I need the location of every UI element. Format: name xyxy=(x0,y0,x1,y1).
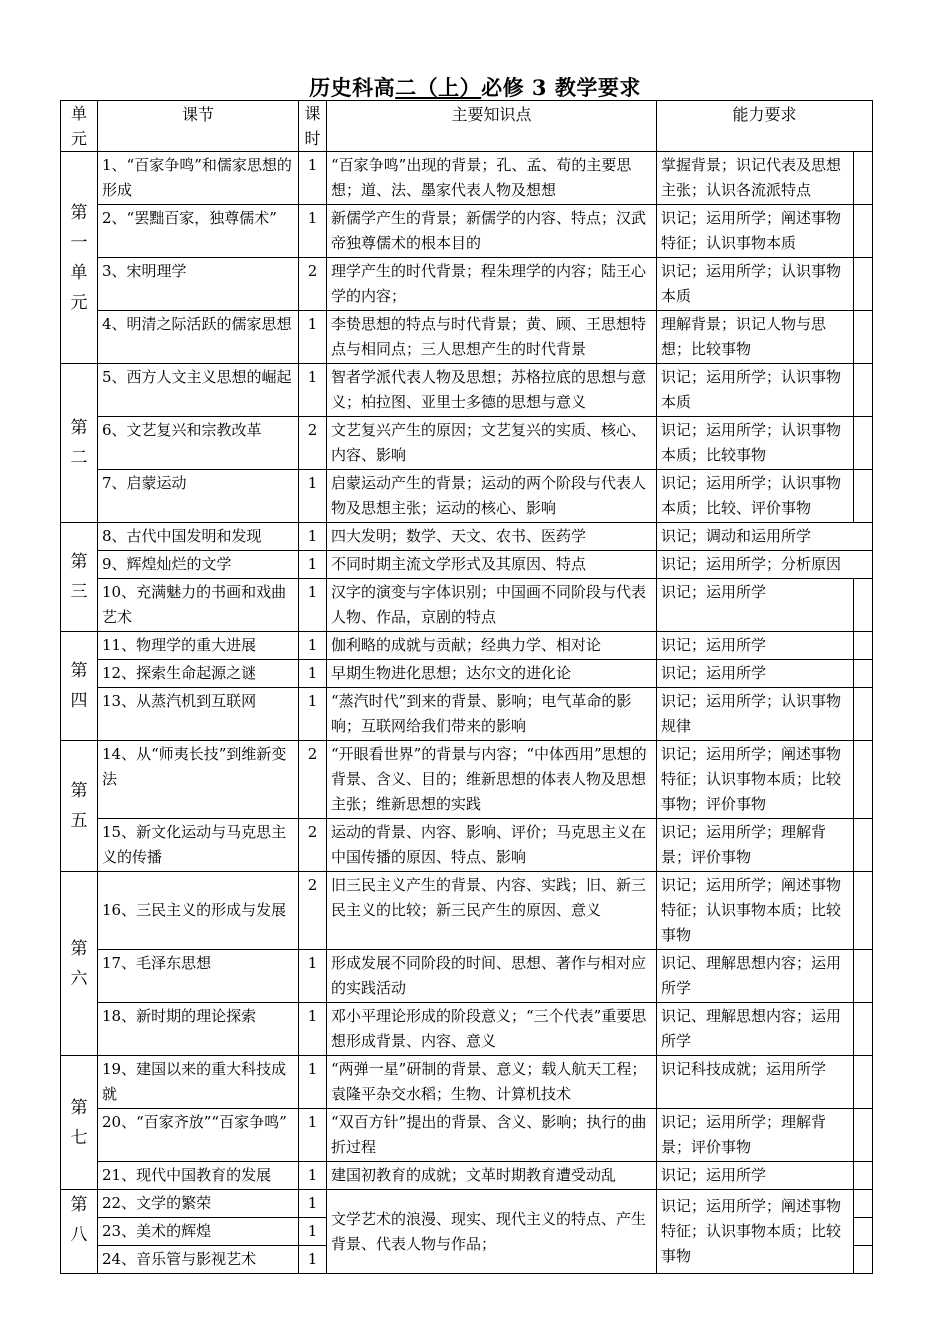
hours-cell: 1 xyxy=(299,311,327,364)
lesson-cell: 20、“百家齐放”“百家争鸣” xyxy=(98,1109,299,1162)
knowledge-cell: 智者学派代表人物及思想；苏格拉底的思想与意义；柏拉图、亚里士多德的思想与意义 xyxy=(327,364,657,417)
knowledge-cell: 文艺复兴产生的原因；文艺复兴的实质、核心、内容、影响 xyxy=(327,417,657,470)
lesson-cell: 12、探索生命起源之谜 xyxy=(98,660,299,688)
hours-cell: 1 xyxy=(299,632,327,660)
knowledge-cell: 文学艺术的浪漫、现实、现代主义的特点、产生背景、代表人物与作品； xyxy=(327,1190,657,1274)
knowledge-cell: “开眼看世界”的背景与内容；“中体西用”思想的背景、含义、目的；维新思想的体表人物及思想主张；维新思想的实践 xyxy=(327,741,657,819)
table-row xyxy=(61,819,873,872)
knowledge-cell: 邓小平理论形成的阶段意义；“三个代表”重要思想形成背景、内容、意义 xyxy=(327,1003,657,1056)
lesson-cell: 2、“罢黜百家，独尊儒术” xyxy=(98,205,299,258)
ability-cell: 识记；运用所学 xyxy=(657,632,854,660)
blank-cell xyxy=(854,311,873,364)
hours-cell: 1 xyxy=(299,660,327,688)
ability-cell: 理解背景；识记人物与思想；比较事物 xyxy=(657,311,854,364)
lesson-cell: 24、音乐管与影视艺术 xyxy=(98,1246,299,1274)
lesson-cell: 5、西方人文主义思想的崛起 xyxy=(98,364,299,417)
blank-cell xyxy=(854,819,873,872)
knowledge-cell: 汉字的演变与字体识别；中国画不同阶段与代表人物、作品，京剧的特点 xyxy=(327,579,657,632)
ability-cell: 识记；运用所学；分析原因 xyxy=(657,551,873,579)
page-title: 历史科高二（上）必修 3 教学要求 xyxy=(309,75,641,100)
hours-cell: 1 xyxy=(299,364,327,417)
table-row xyxy=(61,632,873,660)
ability-cell: 识记；运用所学；理解背景；评价事物 xyxy=(657,819,854,872)
ability-cell: 识记、理解思想内容；运用所学 xyxy=(657,1003,854,1056)
blank-cell xyxy=(854,205,873,258)
knowledge-cell: 旧三民主义产生的背景、内容、实践；旧、新三民主义的比较；新三民产生的原因、意义 xyxy=(327,872,657,950)
table-row xyxy=(61,950,873,1003)
hours-cell: 1 xyxy=(299,1190,327,1218)
header-row xyxy=(61,101,873,152)
table-row xyxy=(61,1056,873,1109)
table-row xyxy=(61,1109,873,1162)
requirements-table xyxy=(60,100,873,1274)
hours-cell: 1 xyxy=(299,950,327,1003)
lesson-cell: 13、从蒸汽机到互联网 xyxy=(98,688,299,741)
lesson-cell: 6、文艺复兴和宗教改革 xyxy=(98,417,299,470)
hours-cell: 1 xyxy=(299,688,327,741)
blank-cell xyxy=(854,258,873,311)
table-row xyxy=(61,1162,873,1190)
table-row xyxy=(61,152,873,205)
hours-cell: 2 xyxy=(299,417,327,470)
table-row xyxy=(61,311,873,364)
hours-cell: 2 xyxy=(299,258,327,311)
lesson-cell: 11、物理学的重大进展 xyxy=(98,632,299,660)
hours-cell: 1 xyxy=(299,551,327,579)
unit-label: 第六 xyxy=(61,872,98,1056)
hours-cell: 2 xyxy=(299,872,327,950)
table-row xyxy=(61,205,873,258)
lesson-cell: 10、充满魅力的书画和戏曲艺术 xyxy=(98,579,299,632)
table-row xyxy=(61,688,873,741)
knowledge-cell: “两弹一星”研制的背景、意义；载人航天工程；袁隆平杂交水稻；生物、计算机技术 xyxy=(327,1056,657,1109)
knowledge-cell: 四大发明；数学、天文、农书、医药学 xyxy=(327,523,657,551)
table-row xyxy=(61,417,873,470)
blank-cell xyxy=(854,688,873,741)
blank-cell xyxy=(854,660,873,688)
unit-label: 第八 xyxy=(61,1190,98,1274)
lesson-cell: 3、宋明理学 xyxy=(98,258,299,311)
knowledge-cell: 李贽思想的特点与时代背景；黄、顾、王思想特点与相同点；三人思想产生的时代背景 xyxy=(327,311,657,364)
hours-cell: 1 xyxy=(299,1056,327,1109)
lesson-cell: 23、美术的辉煌 xyxy=(98,1218,299,1246)
knowledge-cell: 不同时期主流文学形式及其原因、特点 xyxy=(327,551,657,579)
hours-cell: 1 xyxy=(299,205,327,258)
unit-label: 第三 xyxy=(61,523,98,632)
ability-cell: 掌握背景；识记代表及思想主张；认识各流派特点 xyxy=(657,152,854,205)
hours-cell: 2 xyxy=(299,819,327,872)
ability-cell: 识记；运用所学；认识事物本质 xyxy=(657,364,854,417)
table-row xyxy=(61,660,873,688)
blank-cell xyxy=(854,1218,873,1246)
header-lesson: 课节 xyxy=(98,101,299,152)
blank-cell xyxy=(854,1162,873,1190)
ability-cell: 识记；运用所学；阐述事物特征；认识事物本质；比较事物；评价事物 xyxy=(657,741,854,819)
blank-cell xyxy=(854,872,873,950)
ability-cell: 识记科技成就；运用所学 xyxy=(657,1056,854,1109)
hours-cell: 1 xyxy=(299,1003,327,1056)
ability-cell: 识记；运用所学；认识事物规律 xyxy=(657,688,854,741)
table-row xyxy=(61,1190,873,1218)
unit-label: 第二 xyxy=(61,364,98,523)
lesson-cell: 9、辉煌灿烂的文学 xyxy=(98,551,299,579)
hours-cell: 1 xyxy=(299,1109,327,1162)
unit-label: 第七 xyxy=(61,1056,98,1190)
ability-cell: 识记；运用所学；理解背景；评价事物 xyxy=(657,1109,854,1162)
lesson-cell: 19、建国以来的重大科技成就 xyxy=(98,1056,299,1109)
table-row xyxy=(61,579,873,632)
blank-cell xyxy=(854,1109,873,1162)
blank-cell xyxy=(854,417,873,470)
table-row xyxy=(61,258,873,311)
blank-cell xyxy=(854,741,873,819)
knowledge-cell: “双百方针”提出的背景、含义、影响；执行的曲折过程 xyxy=(327,1109,657,1162)
header-hours: 课时 xyxy=(299,101,327,152)
blank-cell xyxy=(854,950,873,1003)
unit-label: 第五 xyxy=(61,741,98,872)
hours-cell: 1 xyxy=(299,523,327,551)
table-row xyxy=(61,364,873,417)
knowledge-cell: 形成发展不同阶段的时间、思想、著作与相对应的实践活动 xyxy=(327,950,657,1003)
blank-cell xyxy=(854,364,873,417)
blank-cell xyxy=(854,1056,873,1109)
hours-cell: 1 xyxy=(299,152,327,205)
ability-cell: 识记；运用所学；阐述事物特征；认识事物本质；比较事物 xyxy=(657,1190,854,1274)
ability-cell: 识记；运用所学；认识事物本质；比较、评价事物 xyxy=(657,470,854,523)
lesson-cell: 17、毛泽东思想 xyxy=(98,950,299,1003)
knowledge-cell: “百家争鸣”出现的背景；孔、孟、荀的主要思想；道、法、墨家代表人物及想想 xyxy=(327,152,657,205)
knowledge-cell: 理学产生的时代背景；程朱理学的内容；陆王心学的内容； xyxy=(327,258,657,311)
unit-label: 第一单元 xyxy=(61,152,98,364)
lesson-cell: 8、古代中国发明和发现 xyxy=(98,523,299,551)
header-unit: 单元 xyxy=(61,101,98,152)
blank-cell xyxy=(854,1246,873,1274)
table-row xyxy=(61,1003,873,1056)
table-row xyxy=(61,741,873,819)
lesson-cell: 4、明清之际活跃的儒家思想 xyxy=(98,311,299,364)
lesson-cell: 1、“百家争鸣”和儒家思想的形成 xyxy=(98,152,299,205)
lesson-cell: 7、启蒙运动 xyxy=(98,470,299,523)
table-row xyxy=(61,551,873,579)
ability-cell: 识记；运用所学；阐述事物特征；认识事物本质 xyxy=(657,205,854,258)
ability-cell: 识记；调动和运用所学 xyxy=(657,523,873,551)
lesson-cell: 15、新文化运动与马克思主义的传播 xyxy=(98,819,299,872)
table-row xyxy=(61,523,873,551)
knowledge-cell: 早期生物进化思想；达尔文的进化论 xyxy=(327,660,657,688)
lesson-cell: 21、现代中国教育的发展 xyxy=(98,1162,299,1190)
ability-cell: 识记；运用所学 xyxy=(657,660,854,688)
hours-cell: 1 xyxy=(299,1246,327,1274)
knowledge-cell: 新儒学产生的背景；新儒学的内容、特点；汉武帝独尊儒术的根本目的 xyxy=(327,205,657,258)
knowledge-cell: 启蒙运动产生的背景；运动的两个阶段与代表人物及思想主张；运动的核心、影响 xyxy=(327,470,657,523)
ability-cell: 识记、理解思想内容；运用所学 xyxy=(657,950,854,1003)
hours-cell: 1 xyxy=(299,1162,327,1190)
knowledge-cell: 建国初教育的成就；文革时期教育遭受动乱 xyxy=(327,1162,657,1190)
ability-cell: 识记；运用所学；认识事物本质；比较事物 xyxy=(657,417,854,470)
ability-cell: 识记；运用所学 xyxy=(657,579,854,632)
hours-cell: 2 xyxy=(299,741,327,819)
ability-cell: 识记；运用所学；认识事物本质 xyxy=(657,258,854,311)
blank-cell xyxy=(854,470,873,523)
hours-cell: 1 xyxy=(299,579,327,632)
hours-cell: 1 xyxy=(299,1218,327,1246)
lesson-cell: 16、三民主义的形成与发展 xyxy=(98,872,299,950)
lesson-cell: 14、从“师夷长技”到维新变法 xyxy=(98,741,299,819)
blank-cell xyxy=(854,579,873,632)
ability-cell: 识记；运用所学 xyxy=(657,1162,854,1190)
blank-cell xyxy=(854,152,873,205)
knowledge-cell: 伽利略的成就与贡献；经典力学、相对论 xyxy=(327,632,657,660)
ability-cell: 识记；运用所学；阐述事物特征；认识事物本质；比较事物 xyxy=(657,872,854,950)
header-knowledge: 主要知识点 xyxy=(327,101,657,152)
blank-cell xyxy=(854,632,873,660)
lesson-cell: 18、新时期的理论探索 xyxy=(98,1003,299,1056)
unit-label: 第四 xyxy=(61,632,98,741)
blank-cell xyxy=(854,1190,873,1218)
table-row xyxy=(61,872,873,950)
knowledge-cell: 运动的背景、内容、影响、评价；马克思主义在中国传播的原因、特点、影响 xyxy=(327,819,657,872)
hours-cell: 1 xyxy=(299,470,327,523)
header-ability: 能力要求 xyxy=(657,101,873,152)
table-row xyxy=(61,470,873,523)
knowledge-cell: “蒸汽时代”到来的背景、影响；电气革命的影响；互联网给我们带来的影响 xyxy=(327,688,657,741)
blank-cell xyxy=(854,1003,873,1056)
lesson-cell: 22、文学的繁荣 xyxy=(98,1190,299,1218)
